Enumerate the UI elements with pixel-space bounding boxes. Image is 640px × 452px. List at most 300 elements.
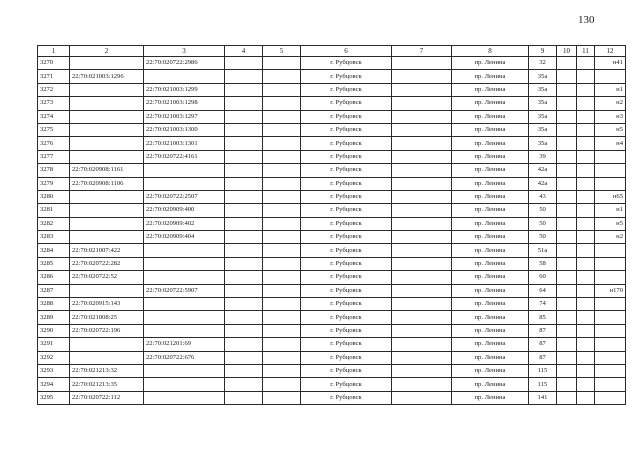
empty-cell <box>225 378 263 391</box>
table-row <box>38 244 626 257</box>
premises-cell: н41 <box>595 57 626 70</box>
table-row <box>38 284 626 297</box>
header-row <box>38 46 626 57</box>
empty-cell <box>225 244 263 257</box>
house-number-cell: 32 <box>529 57 557 70</box>
cadastral-building-cell: 22:70:021003:1299 <box>144 83 225 96</box>
premises-cell <box>595 164 626 177</box>
row-number-cell: 3284 <box>38 244 70 257</box>
cadastral-building-cell: 22:70:020722:2507 <box>144 190 225 203</box>
cadastral-land-cell <box>70 57 144 70</box>
empty-cell <box>225 83 263 96</box>
empty-cell <box>577 204 595 217</box>
row-number-cell: 3277 <box>38 150 70 163</box>
premises-cell <box>595 324 626 337</box>
empty-cell <box>263 190 301 203</box>
cadastral-land-cell <box>70 217 144 230</box>
premises-cell: н2 <box>595 231 626 244</box>
city-cell: г. Рубцовск <box>301 271 392 284</box>
table-row <box>38 190 626 203</box>
house-number-cell: 60 <box>529 271 557 284</box>
cadastral-land-cell: 22:70:021213:35 <box>70 378 144 391</box>
empty-cell <box>577 70 595 83</box>
cadastral-building-cell <box>144 271 225 284</box>
city-cell: г. Рубцовск <box>301 110 392 123</box>
empty-cell <box>392 83 452 96</box>
city-cell: г. Рубцовск <box>301 311 392 324</box>
empty-cell <box>557 70 577 83</box>
empty-cell <box>263 70 301 83</box>
cadastral-building-cell <box>144 391 225 404</box>
row-number-cell: 3280 <box>38 190 70 203</box>
empty-cell <box>263 338 301 351</box>
premises-cell <box>595 311 626 324</box>
column-header: 9 <box>529 46 557 57</box>
city-cell: г. Рубцовск <box>301 298 392 311</box>
street-cell: пр. Ленина <box>452 311 529 324</box>
row-number-cell: 3290 <box>38 324 70 337</box>
empty-cell <box>577 311 595 324</box>
empty-cell <box>392 351 452 364</box>
cadastral-building-cell <box>144 364 225 377</box>
street-cell: пр. Ленина <box>452 70 529 83</box>
city-cell: г. Рубцовск <box>301 164 392 177</box>
table-row <box>38 378 626 391</box>
cadastral-land-cell: 22:70:020908:1106 <box>70 177 144 190</box>
cadastral-building-cell <box>144 311 225 324</box>
cadastral-building-cell: 22:70:021201:69 <box>144 338 225 351</box>
street-cell: пр. Ленина <box>452 298 529 311</box>
empty-cell <box>225 164 263 177</box>
house-number-cell: 51а <box>529 244 557 257</box>
empty-cell <box>577 83 595 96</box>
empty-cell <box>225 123 263 136</box>
table-row <box>38 338 626 351</box>
table-row <box>38 57 626 70</box>
house-number-cell: 64 <box>529 284 557 297</box>
empty-cell <box>263 378 301 391</box>
street-cell: пр. Ленина <box>452 231 529 244</box>
cadastral-building-cell <box>144 164 225 177</box>
row-number-cell: 3279 <box>38 177 70 190</box>
row-number-cell: 3293 <box>38 364 70 377</box>
row-number-cell: 3295 <box>38 391 70 404</box>
empty-cell <box>392 244 452 257</box>
premises-cell: н65 <box>595 190 626 203</box>
cadastral-land-cell: 22:70:021007:422 <box>70 244 144 257</box>
city-cell: г. Рубцовск <box>301 338 392 351</box>
city-cell: г. Рубцовск <box>301 97 392 110</box>
house-number-cell: 87 <box>529 338 557 351</box>
empty-cell <box>392 271 452 284</box>
house-number-cell: 87 <box>529 351 557 364</box>
city-cell: г. Рубцовск <box>301 57 392 70</box>
empty-cell <box>557 351 577 364</box>
city-cell: г. Рубцовск <box>301 70 392 83</box>
empty-cell <box>557 311 577 324</box>
column-header: 7 <box>392 46 452 57</box>
empty-cell <box>225 324 263 337</box>
cadastral-building-cell <box>144 257 225 270</box>
empty-cell <box>577 110 595 123</box>
empty-cell <box>392 177 452 190</box>
empty-cell <box>225 150 263 163</box>
city-cell: г. Рубцовск <box>301 217 392 230</box>
empty-cell <box>577 164 595 177</box>
empty-cell <box>577 378 595 391</box>
empty-cell <box>557 271 577 284</box>
premises-cell: н1 <box>595 204 626 217</box>
empty-cell <box>263 150 301 163</box>
empty-cell <box>577 338 595 351</box>
premises-cell <box>595 378 626 391</box>
cadastral-land-cell: 22:70:020722:52 <box>70 271 144 284</box>
street-cell: пр. Ленина <box>452 97 529 110</box>
row-number-cell: 3292 <box>38 351 70 364</box>
street-cell: пр. Ленина <box>452 244 529 257</box>
cadastral-land-cell <box>70 204 144 217</box>
street-cell: пр. Ленина <box>452 364 529 377</box>
empty-cell <box>392 324 452 337</box>
house-number-cell: 115 <box>529 378 557 391</box>
street-cell: пр. Ленина <box>452 324 529 337</box>
empty-cell <box>392 231 452 244</box>
empty-cell <box>263 298 301 311</box>
house-number-cell: 35а <box>529 123 557 136</box>
house-number-cell: 42а <box>529 177 557 190</box>
row-number-cell: 3294 <box>38 378 70 391</box>
premises-cell: н2 <box>595 97 626 110</box>
street-cell: пр. Ленина <box>452 257 529 270</box>
table-row <box>38 123 626 136</box>
city-cell: г. Рубцовск <box>301 177 392 190</box>
empty-cell <box>557 217 577 230</box>
row-number-cell: 3271 <box>38 70 70 83</box>
row-number-cell: 3273 <box>38 97 70 110</box>
property-registry-table <box>37 45 626 405</box>
page-number: 130 <box>578 14 595 26</box>
empty-cell <box>263 311 301 324</box>
street-cell: пр. Ленина <box>452 123 529 136</box>
empty-cell <box>577 391 595 404</box>
house-number-cell: 50 <box>529 231 557 244</box>
table-header <box>38 46 626 57</box>
empty-cell <box>577 217 595 230</box>
empty-cell <box>557 190 577 203</box>
empty-cell <box>392 217 452 230</box>
empty-cell <box>392 298 452 311</box>
empty-cell <box>577 271 595 284</box>
empty-cell <box>392 110 452 123</box>
street-cell: пр. Ленина <box>452 57 529 70</box>
house-number-cell: 50 <box>529 204 557 217</box>
street-cell: пр. Ленина <box>452 284 529 297</box>
cadastral-building-cell <box>144 244 225 257</box>
empty-cell <box>557 231 577 244</box>
empty-cell <box>577 177 595 190</box>
empty-cell <box>557 110 577 123</box>
row-number-cell: 3270 <box>38 57 70 70</box>
table-row <box>38 391 626 404</box>
empty-cell <box>225 97 263 110</box>
column-header: 5 <box>263 46 301 57</box>
row-number-cell: 3288 <box>38 298 70 311</box>
empty-cell <box>392 204 452 217</box>
column-header: 4 <box>225 46 263 57</box>
empty-cell <box>263 217 301 230</box>
cadastral-building-cell: 22:70:020722:676 <box>144 351 225 364</box>
premises-cell: н170 <box>595 284 626 297</box>
empty-cell <box>263 284 301 297</box>
row-number-cell: 3287 <box>38 284 70 297</box>
cadastral-building-cell <box>144 324 225 337</box>
city-cell: г. Рубцовск <box>301 190 392 203</box>
table-row <box>38 364 626 377</box>
empty-cell <box>557 150 577 163</box>
empty-cell <box>225 137 263 150</box>
empty-cell <box>263 204 301 217</box>
empty-cell <box>225 177 263 190</box>
empty-cell <box>225 338 263 351</box>
city-cell: г. Рубцовск <box>301 244 392 257</box>
empty-cell <box>225 351 263 364</box>
empty-cell <box>225 364 263 377</box>
house-number-cell: 74 <box>529 298 557 311</box>
empty-cell <box>577 150 595 163</box>
house-number-cell: 35а <box>529 83 557 96</box>
city-cell: г. Рубцовск <box>301 231 392 244</box>
city-cell: г. Рубцовск <box>301 137 392 150</box>
empty-cell <box>263 177 301 190</box>
table-row <box>38 257 626 270</box>
empty-cell <box>392 338 452 351</box>
premises-cell: н3 <box>595 110 626 123</box>
empty-cell <box>557 298 577 311</box>
empty-cell <box>263 271 301 284</box>
house-number-cell: 50 <box>529 217 557 230</box>
house-number-cell: 39 <box>529 150 557 163</box>
empty-cell <box>225 311 263 324</box>
row-number-cell: 3278 <box>38 164 70 177</box>
house-number-cell: 35а <box>529 97 557 110</box>
row-number-cell: 3283 <box>38 231 70 244</box>
empty-cell <box>577 137 595 150</box>
table-row <box>38 324 626 337</box>
city-cell: г. Рубцовск <box>301 284 392 297</box>
cadastral-building-cell: 22:70:020722:5907 <box>144 284 225 297</box>
empty-cell <box>392 123 452 136</box>
empty-cell <box>263 364 301 377</box>
cadastral-building-cell <box>144 378 225 391</box>
empty-cell <box>557 391 577 404</box>
table-row <box>38 137 626 150</box>
premises-cell <box>595 351 626 364</box>
empty-cell <box>392 190 452 203</box>
column-header: 6 <box>301 46 392 57</box>
cadastral-building-cell <box>144 177 225 190</box>
empty-cell <box>225 298 263 311</box>
empty-cell <box>577 123 595 136</box>
cadastral-land-cell <box>70 150 144 163</box>
empty-cell <box>263 57 301 70</box>
empty-cell <box>392 57 452 70</box>
empty-cell <box>263 231 301 244</box>
empty-cell <box>225 391 263 404</box>
table-row <box>38 217 626 230</box>
premises-cell <box>595 177 626 190</box>
cadastral-land-cell <box>70 137 144 150</box>
house-number-cell: 87 <box>529 324 557 337</box>
premises-cell <box>595 338 626 351</box>
empty-cell <box>392 70 452 83</box>
empty-cell <box>225 57 263 70</box>
cadastral-building-cell: 22:70:020909:400 <box>144 204 225 217</box>
empty-cell <box>577 351 595 364</box>
premises-cell <box>595 391 626 404</box>
cadastral-land-cell <box>70 338 144 351</box>
table-row <box>38 150 626 163</box>
street-cell: пр. Ленина <box>452 391 529 404</box>
city-cell: г. Рубцовск <box>301 204 392 217</box>
street-cell: пр. Ленина <box>452 83 529 96</box>
table-row <box>38 177 626 190</box>
row-number-cell: 3276 <box>38 137 70 150</box>
empty-cell <box>263 110 301 123</box>
cadastral-land-cell <box>70 83 144 96</box>
city-cell: г. Рубцовск <box>301 364 392 377</box>
row-number-cell: 3285 <box>38 257 70 270</box>
table-row <box>38 231 626 244</box>
empty-cell <box>392 391 452 404</box>
table-row <box>38 271 626 284</box>
cadastral-land-cell: 22:70:020915:143 <box>70 298 144 311</box>
table-row <box>38 311 626 324</box>
cadastral-building-cell: 22:70:020722:4161 <box>144 150 225 163</box>
cadastral-building-cell: 22:70:020722:2986 <box>144 57 225 70</box>
empty-cell <box>392 378 452 391</box>
cadastral-land-cell <box>70 190 144 203</box>
city-cell: г. Рубцовск <box>301 150 392 163</box>
cadastral-land-cell <box>70 97 144 110</box>
premises-cell <box>595 364 626 377</box>
house-number-cell: 35а <box>529 110 557 123</box>
cadastral-building-cell: 22:70:021003:1300 <box>144 123 225 136</box>
empty-cell <box>557 137 577 150</box>
empty-cell <box>577 231 595 244</box>
empty-cell <box>577 284 595 297</box>
street-cell: пр. Ленина <box>452 137 529 150</box>
empty-cell <box>263 83 301 96</box>
cadastral-building-cell: 22:70:020909:404 <box>144 231 225 244</box>
street-cell: пр. Ленина <box>452 177 529 190</box>
empty-cell <box>225 231 263 244</box>
premises-cell <box>595 244 626 257</box>
premises-cell <box>595 70 626 83</box>
empty-cell <box>557 164 577 177</box>
empty-cell <box>557 244 577 257</box>
row-number-cell: 3286 <box>38 271 70 284</box>
cadastral-land-cell: 22:70:021213:32 <box>70 364 144 377</box>
city-cell: г. Рубцовск <box>301 378 392 391</box>
cadastral-land-cell <box>70 231 144 244</box>
cadastral-building-cell: 22:70:021003:1301 <box>144 137 225 150</box>
row-number-cell: 3281 <box>38 204 70 217</box>
row-number-cell: 3291 <box>38 338 70 351</box>
table-row <box>38 204 626 217</box>
house-number-cell: 43 <box>529 190 557 203</box>
house-number-cell: 58 <box>529 257 557 270</box>
column-header: 11 <box>577 46 595 57</box>
column-header: 2 <box>70 46 144 57</box>
empty-cell <box>263 137 301 150</box>
house-number-cell: 42а <box>529 164 557 177</box>
city-cell: г. Рубцовск <box>301 83 392 96</box>
premises-cell <box>595 257 626 270</box>
empty-cell <box>577 257 595 270</box>
city-cell: г. Рубцовск <box>301 123 392 136</box>
cadastral-building-cell <box>144 70 225 83</box>
cadastral-land-cell: 22:70:020722:282 <box>70 257 144 270</box>
empty-cell <box>225 217 263 230</box>
empty-cell <box>557 284 577 297</box>
street-cell: пр. Ленина <box>452 150 529 163</box>
empty-cell <box>557 83 577 96</box>
street-cell: пр. Ленина <box>452 351 529 364</box>
cadastral-land-cell <box>70 284 144 297</box>
cadastral-building-cell: 22:70:021003:1298 <box>144 97 225 110</box>
cadastral-land-cell <box>70 110 144 123</box>
empty-cell <box>225 204 263 217</box>
row-number-cell: 3272 <box>38 83 70 96</box>
empty-cell <box>263 324 301 337</box>
empty-cell <box>263 257 301 270</box>
street-cell: пр. Ленина <box>452 338 529 351</box>
cadastral-land-cell: 22:70:020722:196 <box>70 324 144 337</box>
column-header: 1 <box>38 46 70 57</box>
empty-cell <box>557 378 577 391</box>
cadastral-building-cell: 22:70:020909:402 <box>144 217 225 230</box>
house-number-cell: 141 <box>529 391 557 404</box>
cadastral-land-cell: 22:70:021008:25 <box>70 311 144 324</box>
premises-cell <box>595 298 626 311</box>
city-cell: г. Рубцовск <box>301 324 392 337</box>
table-row <box>38 351 626 364</box>
empty-cell <box>557 97 577 110</box>
empty-cell <box>225 110 263 123</box>
empty-cell <box>557 123 577 136</box>
table-row <box>38 83 626 96</box>
empty-cell <box>392 257 452 270</box>
column-header: 3 <box>144 46 225 57</box>
column-header: 12 <box>595 46 626 57</box>
cadastral-land-cell <box>70 123 144 136</box>
house-number-cell: 85 <box>529 311 557 324</box>
empty-cell <box>263 164 301 177</box>
empty-cell <box>392 311 452 324</box>
city-cell: г. Рубцовск <box>301 351 392 364</box>
empty-cell <box>557 257 577 270</box>
column-header: 10 <box>557 46 577 57</box>
cadastral-land-cell: 22:70:021003:1296 <box>70 70 144 83</box>
empty-cell <box>263 391 301 404</box>
table-row <box>38 164 626 177</box>
city-cell: г. Рубцовск <box>301 257 392 270</box>
table-row <box>38 298 626 311</box>
empty-cell <box>577 57 595 70</box>
street-cell: пр. Ленина <box>452 190 529 203</box>
empty-cell <box>392 164 452 177</box>
empty-cell <box>392 364 452 377</box>
